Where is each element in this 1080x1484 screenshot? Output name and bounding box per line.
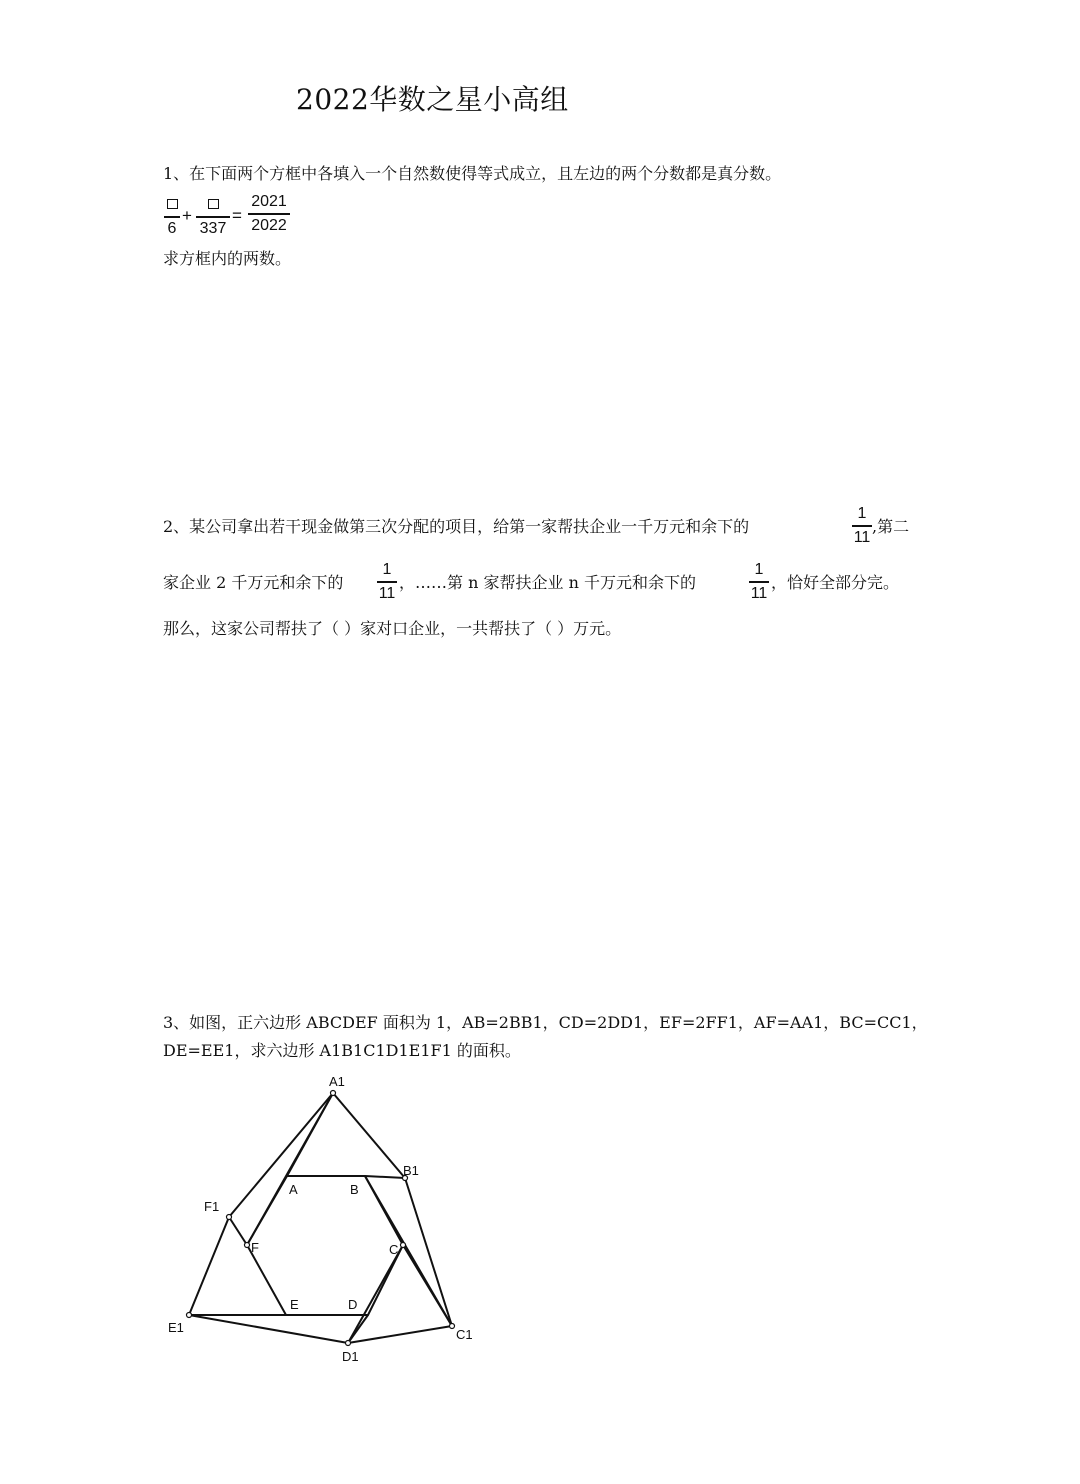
- fraction-1-denominator: 6: [167, 219, 177, 237]
- fraction-2-denominator: 337: [199, 219, 227, 237]
- label-A: A: [289, 1182, 298, 1197]
- label-F: F: [251, 1240, 259, 1255]
- label-B: B: [350, 1182, 359, 1197]
- question-2-line-2c: ，恰好全部分完。: [771, 573, 900, 592]
- label-B1: B1: [403, 1163, 419, 1178]
- question-3-line-1: 3、如图，正六边形 ABCDEF 面积为 1，AB=2BB1，CD=2DD1，EF=2FF1，AF=AA1，BC=CC1，: [163, 1013, 928, 1032]
- question-2-line-2b: ，……第 n 家帮扶企业 n 千万元和余下的: [399, 573, 696, 592]
- line-F-to-A1: [247, 1093, 333, 1245]
- question-2-line-3: 那么，这家公司帮扶了（ ）家对口企业，一共帮扶了（ ）万元。: [163, 619, 622, 638]
- label-A1: A1: [329, 1074, 345, 1089]
- question-1-prompt: 求方框内的两数。: [163, 249, 292, 268]
- label-F1: F1: [204, 1199, 220, 1214]
- point-D1: [346, 1341, 351, 1346]
- label-E1: E1: [168, 1320, 184, 1335]
- label-C: C: [389, 1242, 399, 1257]
- fraction-denominator: 11: [853, 528, 871, 546]
- point-A1: [331, 1091, 336, 1096]
- plus-sign: +: [182, 206, 192, 225]
- inner-hexagon: [247, 1176, 403, 1315]
- line-C-to-D1: [348, 1245, 403, 1343]
- page-title: 2022华数之星小高组: [296, 83, 569, 116]
- line-B-to-B1: [365, 1176, 405, 1178]
- label-C1: C1: [456, 1327, 473, 1342]
- line-F-to-F1: [229, 1217, 247, 1245]
- fraction-numerator: 1: [382, 561, 392, 578]
- point-C: [401, 1243, 406, 1248]
- equals-sign: =: [232, 206, 242, 225]
- fraction-3-denominator: 2022: [251, 216, 287, 234]
- fraction-denominator: 11: [378, 584, 396, 602]
- point-F1: [227, 1215, 232, 1220]
- fraction-denominator: 11: [750, 584, 768, 602]
- label-E: E: [290, 1297, 299, 1312]
- point-F: [245, 1243, 250, 1248]
- fraction-3-numerator: 2021: [251, 193, 287, 210]
- fraction-numerator: 1: [754, 561, 764, 578]
- point-C1: [450, 1324, 455, 1329]
- label-D: D: [348, 1297, 358, 1312]
- question-3-line-2: DE=EE1，求六边形 A1B1C1D1E1F1 的面积。: [163, 1041, 521, 1060]
- question-1-text: 1、在下面两个方框中各填入一个自然数使得等式成立，且左边的两个分数都是真分数。: [163, 164, 782, 183]
- point-E1: [187, 1313, 192, 1318]
- question-2-line-1-end: ,第二: [872, 517, 910, 536]
- question-2-line-2a: 家企业 2 千万元和余下的: [163, 573, 344, 592]
- fraction-numerator: 1: [857, 505, 867, 522]
- label-D1: D1: [342, 1349, 359, 1364]
- line-C-to-C1: [403, 1245, 452, 1326]
- question-2-line-1: 2、某公司拿出若干现金做第三次分配的项目，给第一家帮扶企业一千万元和余下的: [163, 517, 750, 536]
